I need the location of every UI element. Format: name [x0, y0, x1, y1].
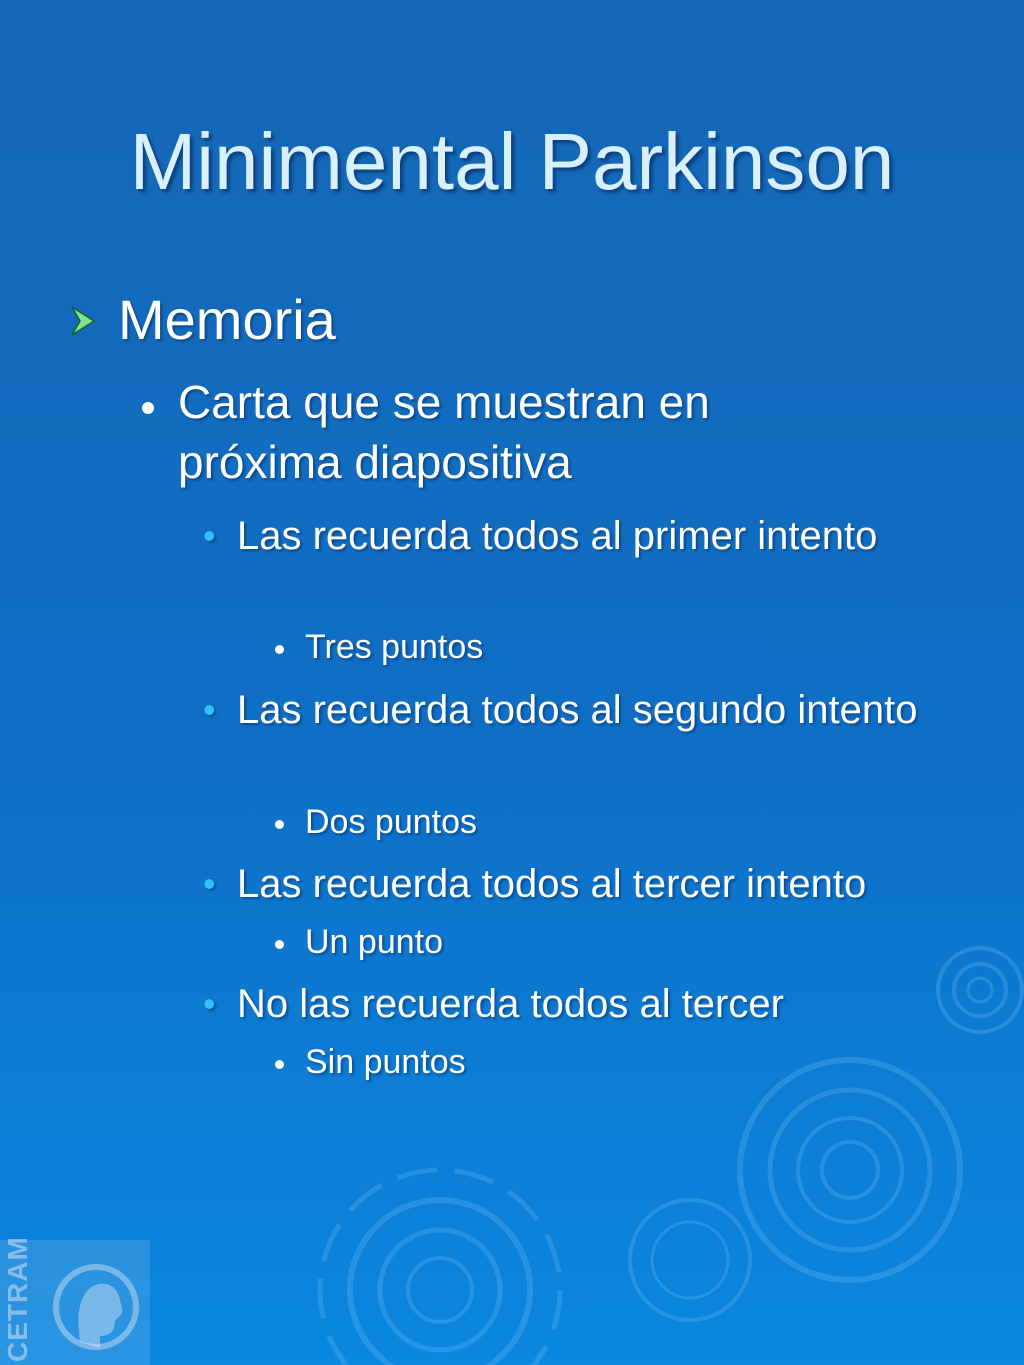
subitem-text: Las recuerda todos al tercer intento	[237, 862, 867, 906]
dot-bullet-icon	[142, 402, 154, 414]
slide-title: Minimental Parkinson	[129, 117, 895, 206]
subitem	[203, 509, 997, 563]
subitem-text: Las recuerda todos al primer intento	[237, 514, 878, 558]
score-item	[305, 1042, 466, 1082]
subitem	[203, 977, 997, 1031]
subitem	[203, 857, 997, 911]
logo-text: CETRAM	[2, 1236, 33, 1362]
score-item	[305, 627, 483, 667]
dot-bullet-icon	[275, 645, 284, 654]
score-text: Tres puntos	[305, 628, 484, 666]
dot-bullet-icon: •	[203, 983, 216, 1024]
dot-bullet-icon: •	[203, 689, 216, 730]
dot-bullet-icon	[275, 940, 284, 949]
main-item-text: Carta que se muestran en próxima diapositiva	[178, 376, 710, 488]
dot-bullet-icon: •	[203, 515, 216, 556]
subitem-text: Las recuerda todos al segundo intento	[237, 688, 918, 732]
section-label: Memoria	[118, 288, 336, 351]
score-text: Sin puntos	[305, 1043, 466, 1081]
subitem-text: No las recuerda todos al tercer	[237, 982, 784, 1026]
score-text: Dos puntos	[305, 803, 477, 841]
score-item	[305, 922, 443, 962]
dot-bullet-icon	[275, 1060, 284, 1069]
dot-bullet-icon	[275, 820, 284, 829]
head-profile-icon	[50, 1252, 142, 1362]
dot-bullet-icon: •	[203, 863, 216, 904]
score-text: Un punto	[305, 923, 443, 961]
section-bullet	[118, 288, 336, 352]
score-item	[305, 802, 477, 842]
main-item	[178, 372, 878, 492]
cetram-logo	[0, 1236, 150, 1365]
arrow-bullet-icon	[68, 305, 100, 337]
subitem	[203, 683, 997, 737]
